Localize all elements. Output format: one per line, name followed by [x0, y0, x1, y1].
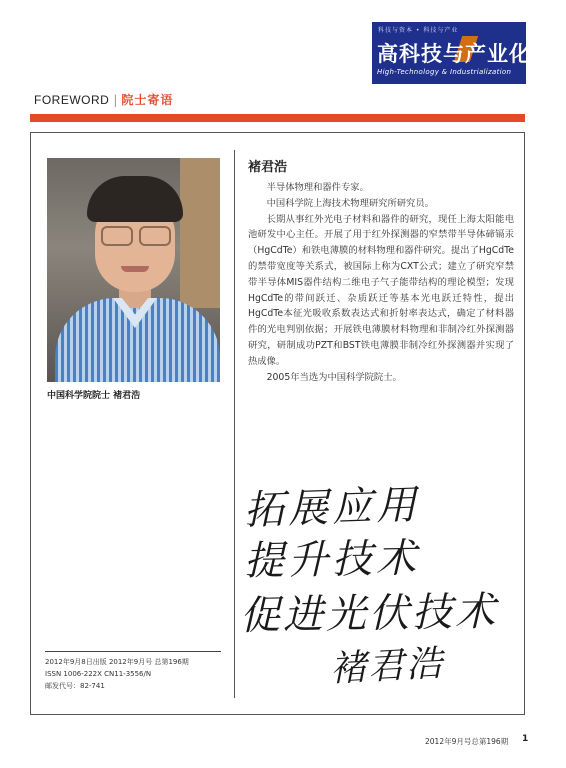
header-accent-bar — [30, 114, 525, 122]
photo-glasses-left — [101, 226, 133, 246]
footer-issue: 2012年9月号总第196期 — [425, 737, 509, 746]
portrait-photo — [47, 158, 220, 382]
publication-info — [45, 656, 189, 692]
column-divider — [234, 150, 235, 698]
portrait-caption: 中国科学院院士 褚君浩 — [47, 391, 141, 401]
publication-issn-line: ISSN 1006-222X CN11-3556/N — [45, 670, 152, 678]
bio-paragraph: 长期从事红外光电子材料和器件的研究，现任上海太阳能电池研发中心主任。开展了用于红外探测器的窄禁带半导体碲镉汞（HgCdTe）和铁电薄膜的材料物理和器件研究。提出了HgCdTe的禁带宽度等关系式，被国际上称为CXT公式；建立了研究窄禁带半导体MIS器件结构二维电子气子能带结构的理论模型；发现HgCdTe的带间跃迁、杂质跃迁等基本光电跃迁特性，提出HgCdTe本征光吸收系数表达式和折射率表达式，确定了材料器件的光电判别依据；开展铁电薄膜材料物理和非制冷红外探测器研究，研制成功PZT和BST铁电薄膜非制冷红外探测器并实现了热成像。 — [248, 213, 514, 367]
profile-name: 褚君浩 — [248, 160, 288, 175]
publication-postal-code: 邮发代号：82-741 — [45, 682, 105, 690]
page-number: 1 — [522, 734, 529, 744]
publication-date-line: 2012年9月8日出版 2012年9月号 总第196期 — [45, 658, 189, 666]
section-title-cn: 院士寄语 — [121, 93, 174, 107]
magazine-logo — [372, 22, 531, 84]
photo-hair — [87, 176, 183, 222]
bio-paragraph: 2005年当选为中国科学院院士。 — [266, 371, 402, 383]
handwriting-line-2: 提升技术 — [243, 535, 421, 585]
photo-mouth — [121, 266, 149, 272]
handwriting-line-3: 促进光伏技术 — [239, 588, 499, 640]
publication-rule — [45, 651, 221, 652]
logo-tagline: 科技与资本 • 科技与产业 — [378, 27, 459, 34]
bio-paragraph: 半导体物理和器件专家。 — [266, 182, 369, 193]
section-title-en: FOREWORD — [34, 93, 110, 107]
section-header — [34, 91, 173, 108]
bio-paragraph: 中国科学院上海技术物理研究所研究员。 — [266, 197, 434, 209]
logo-subtitle: High-Technology & Industrialization — [377, 68, 512, 76]
logo-title: 高科技与产业化 — [377, 42, 531, 66]
photo-shirt — [55, 298, 220, 382]
handwriting-signature: 褚君浩 — [329, 643, 446, 690]
profile-bio — [248, 180, 514, 385]
section-separator: | — [113, 93, 118, 107]
photo-glasses-right — [139, 226, 171, 246]
handwriting-line-1: 拓展应用 — [243, 481, 421, 535]
photo-background-wall — [180, 158, 220, 308]
